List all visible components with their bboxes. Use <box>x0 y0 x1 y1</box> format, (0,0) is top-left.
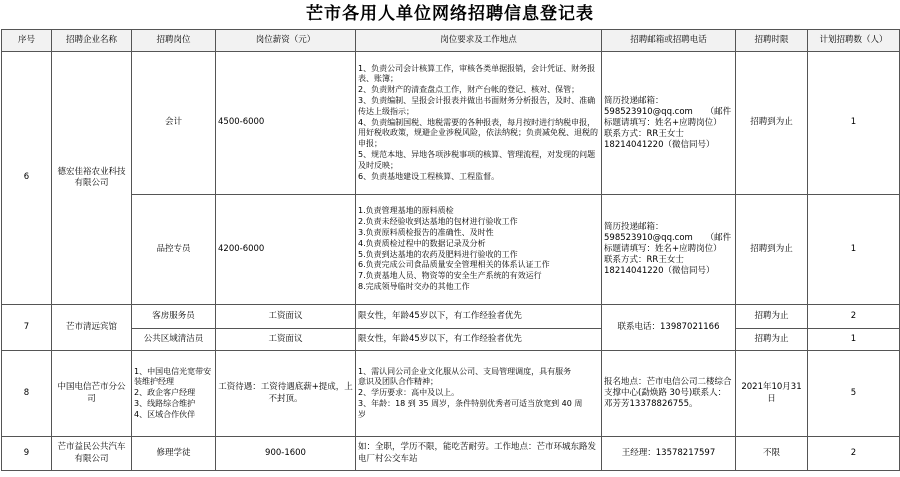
job-deadline: 招聘到为止 <box>736 195 808 305</box>
recruitment-table <box>1 29 900 471</box>
job-requirements: 如：全职，学历不限，能吃苦耐劳。工作地点：芒市环城东路发电厂村公交车站 <box>356 437 602 471</box>
job-requirements: 限女性，年龄45岁以下，有工作经验者优先 <box>356 305 602 329</box>
job-deadline: 招聘到为止 <box>736 52 808 195</box>
job-contact: 联系电话：13987021166 <box>602 305 736 351</box>
company-name: 芒市益民公共汽车有限公司 <box>52 437 132 471</box>
header-requirements: 岗位要求及工作地点 <box>356 30 602 52</box>
table-row <box>2 52 900 195</box>
job-salary: 工资面议 <box>216 305 356 329</box>
row-number: 9 <box>2 437 52 471</box>
table-row <box>2 351 900 437</box>
job-contact: 报名地点：芒市电信公司二楼综合支撑中心(勐焕路 30号)联系人：邓芳芳13378826755。 <box>602 351 736 437</box>
job-salary: 4200-6000 <box>216 195 356 305</box>
page-title: 芒市各用人单位网络招聘信息登记表 <box>306 4 594 24</box>
table-row <box>2 437 900 471</box>
job-requirements: 1.负责管理基地的原料质检 2.负责未经验收到达基地的包材进行验收工作 3.负责原料质检报告的准确性、及时性 4.负责质检过程中的数据记录及分析 5.负责到达基地的农药及肥料进行验收的工作 6.负责完成公司食品质量安全管理相关的体系认证工作 7.负责基地人员、物资等的安全生产系统的有效运行 8.完成领导临时交办的其他工作 <box>356 195 602 305</box>
company-name: 中国电信芒市分公司 <box>52 351 132 437</box>
job-count: 1 <box>808 329 900 351</box>
job-contact: 王经理：13578217597 <box>602 437 736 471</box>
header-company: 招聘企业名称 <box>52 30 132 52</box>
job-contact: 简历投递邮箱： 598523910@qq.com （邮件标题请填写：姓名+应聘岗位） 联系方式：RR王女士 18214041220（微信同号） <box>602 52 736 195</box>
job-count: 1 <box>808 52 900 195</box>
job-deadline: 不限 <box>736 437 808 471</box>
header-deadline: 招聘时限 <box>736 30 808 52</box>
job-count: 5 <box>808 351 900 437</box>
job-salary: 工资面议 <box>216 329 356 351</box>
job-count: 2 <box>808 437 900 471</box>
row-number: 6 <box>2 52 52 305</box>
job-deadline: 招聘为止 <box>736 305 808 329</box>
job-post: 品控专员 <box>132 195 216 305</box>
job-post: 修理学徒 <box>132 437 216 471</box>
table-row <box>2 305 900 329</box>
header-no: 序号 <box>2 30 52 52</box>
table-row <box>2 195 900 305</box>
header-post: 招聘岗位 <box>132 30 216 52</box>
header-count: 计划招聘数（人） <box>808 30 900 52</box>
job-count: 2 <box>808 305 900 329</box>
job-deadline: 招聘为止 <box>736 329 808 351</box>
job-post: 公共区域清洁员 <box>132 329 216 351</box>
job-requirements: 1、负责公司会计核算工作，审核各类单据报销，会计凭证、财务报表、账簿； 2、负责财产的清查盘点工作，财产台帐的登记、核对、保管； 3、负责编制、呈报会计报表并做出书面财务分析报告，及时、准确传达上级指示； 4、负责编制国税、地税需要的各种报表，每月按时进行纳税申报，用好税收政策，规避企业涉税风险，依法纳税；负责减免税、退税的申报； 5、规范本地、异地各项涉税事项的核算、管理流程，对发现的问题及时反映； 6、负责基地建设工程核算、工程监督。 <box>356 52 602 195</box>
job-requirements: 1、需认同公司企业文化服从公司、支局管理调度，具有服务 意识及团队合作精神； 2、学历要求：高中及以上。 3、年龄：18 到 35 周岁，条件特别优秀者可适当放宽到 40 周 岁 <box>356 351 602 437</box>
job-post: 1、中国电信光宽带安装维护经理 2、政企客户经理 3、线路综合维护 4、区域合作伙伴 <box>132 351 216 437</box>
company-name: 德宏佳裕农业科技有限公司 <box>52 52 132 305</box>
job-salary: 工资待遇：工资待遇底薪+提成，上不封顶。 <box>216 351 356 437</box>
job-deadline: 2021年10月31日 <box>736 351 808 437</box>
job-count: 1 <box>808 195 900 305</box>
job-post: 客房服务员 <box>132 305 216 329</box>
job-contact: 简历投递邮箱： 598523910@qq.com （邮件标题请填写：姓名+应聘岗位） 联系方式：RR王女士 18214041220（微信同号） <box>602 195 736 305</box>
header-salary: 岗位薪资（元） <box>216 30 356 52</box>
job-requirements: 限女性，年龄45岁以下，有工作经验者优先 <box>356 329 602 351</box>
row-number: 7 <box>2 305 52 351</box>
table-row <box>2 329 900 351</box>
job-salary: 4500-6000 <box>216 52 356 195</box>
job-post: 会计 <box>132 52 216 195</box>
header-contact: 招聘邮箱或招聘电话 <box>602 30 736 52</box>
job-salary: 900-1600 <box>216 437 356 471</box>
header-row <box>2 30 900 52</box>
company-name: 芒市清远宾馆 <box>52 305 132 351</box>
row-number: 8 <box>2 351 52 437</box>
